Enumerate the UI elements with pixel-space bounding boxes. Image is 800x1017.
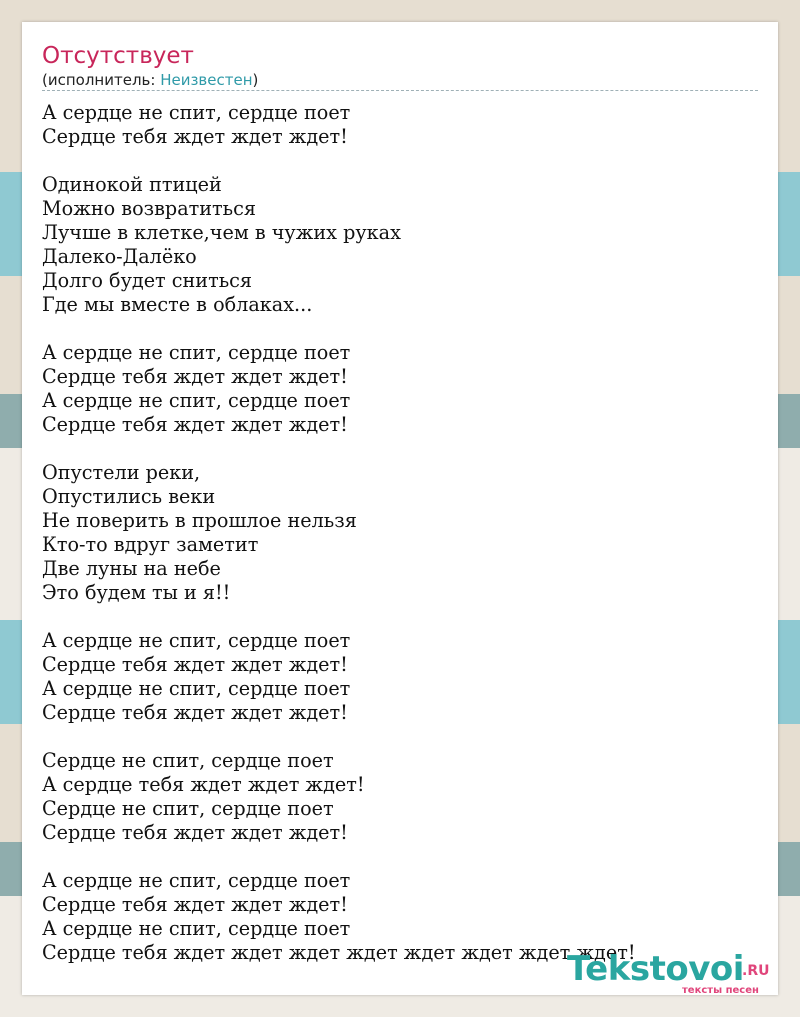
lyrics-card bbox=[22, 22, 778, 995]
lyric-line: А сердце не спит, сердце поет bbox=[42, 917, 351, 940]
lyric-line: Опустели реки, bbox=[42, 461, 201, 484]
lyric-line: Можно возвратиться bbox=[42, 197, 256, 220]
lyric-line: Не поверить в прошлое нельзя bbox=[42, 509, 357, 532]
lyric-line: Сердце тебя ждет ждет ждет! bbox=[42, 701, 348, 724]
lyric-line: А сердце не спит, сердце поет bbox=[42, 101, 351, 124]
lyric-line: Сердце тебя ждет ждет ждет! bbox=[42, 125, 348, 148]
lyric-line: Одинокой птицей bbox=[42, 173, 222, 196]
lyric-line: Сердце тебя ждет ждет ждет! bbox=[42, 653, 348, 676]
logo-tld: .RU bbox=[742, 963, 770, 979]
lyric-line: Долго будет сниться bbox=[42, 269, 253, 292]
lyric-line: А сердце не спит, сердце поет bbox=[42, 341, 351, 364]
logo-name: Tekstovoi bbox=[567, 949, 744, 989]
stanza-break bbox=[42, 437, 772, 461]
artist-link[interactable]: Неизвестен bbox=[160, 71, 253, 89]
song-title: Отсутствует bbox=[42, 43, 194, 69]
lyric-line: Сердце тебя ждет ждет ждет! bbox=[42, 413, 348, 436]
stanza-break bbox=[42, 725, 772, 749]
lyric-line: Сердце не спит, сердце поет bbox=[42, 749, 334, 772]
lyrics-text bbox=[42, 101, 772, 965]
lyric-line: Это будем ты и я!! bbox=[42, 581, 231, 604]
site-logo[interactable] bbox=[567, 949, 777, 997]
lyric-line: А сердце тебя ждет ждет ждет! bbox=[42, 773, 365, 796]
lyric-line: Сердце тебя ждет ждет ждет ждет ждет ждет ждет ждет! bbox=[42, 941, 636, 964]
lyric-line: Сердце тебя ждет ждет ждет! bbox=[42, 365, 348, 388]
stanza-break bbox=[42, 149, 772, 173]
lyric-line: А сердце не спит, сердце поет bbox=[42, 629, 351, 652]
lyric-line: Далеко-Далёко bbox=[42, 245, 197, 268]
artist-suffix: ) bbox=[252, 71, 259, 89]
stanza-break bbox=[42, 845, 772, 869]
lyric-line: Сердце тебя ждет ждет ждет! bbox=[42, 821, 348, 844]
lyric-line: А сердце не спит, сердце поет bbox=[42, 677, 351, 700]
lyric-line: Сердце тебя ждет ждет ждет! bbox=[42, 893, 348, 916]
stanza-break bbox=[42, 317, 772, 341]
artist-prefix: (исполнитель: bbox=[42, 71, 161, 89]
lyric-line: Кто-то вдруг заметит bbox=[42, 533, 259, 556]
lyric-line: А сердце не спит, сердце поет bbox=[42, 389, 351, 412]
lyric-line: Сердце не спит, сердце поет bbox=[42, 797, 334, 820]
lyric-line: Где мы вместе в облаках... bbox=[42, 293, 313, 316]
lyric-line: Лучше в клетке,чем в чужих руках bbox=[42, 221, 401, 244]
stanza-break bbox=[42, 605, 772, 629]
lyric-line: А сердце не спит, сердце поет bbox=[42, 869, 351, 892]
title-divider bbox=[42, 90, 758, 91]
artist-line bbox=[42, 70, 258, 90]
logo-tagline: тексты песен bbox=[682, 985, 759, 996]
lyric-line: Опустились веки bbox=[42, 485, 216, 508]
lyric-line: Две луны на небе bbox=[42, 557, 221, 580]
